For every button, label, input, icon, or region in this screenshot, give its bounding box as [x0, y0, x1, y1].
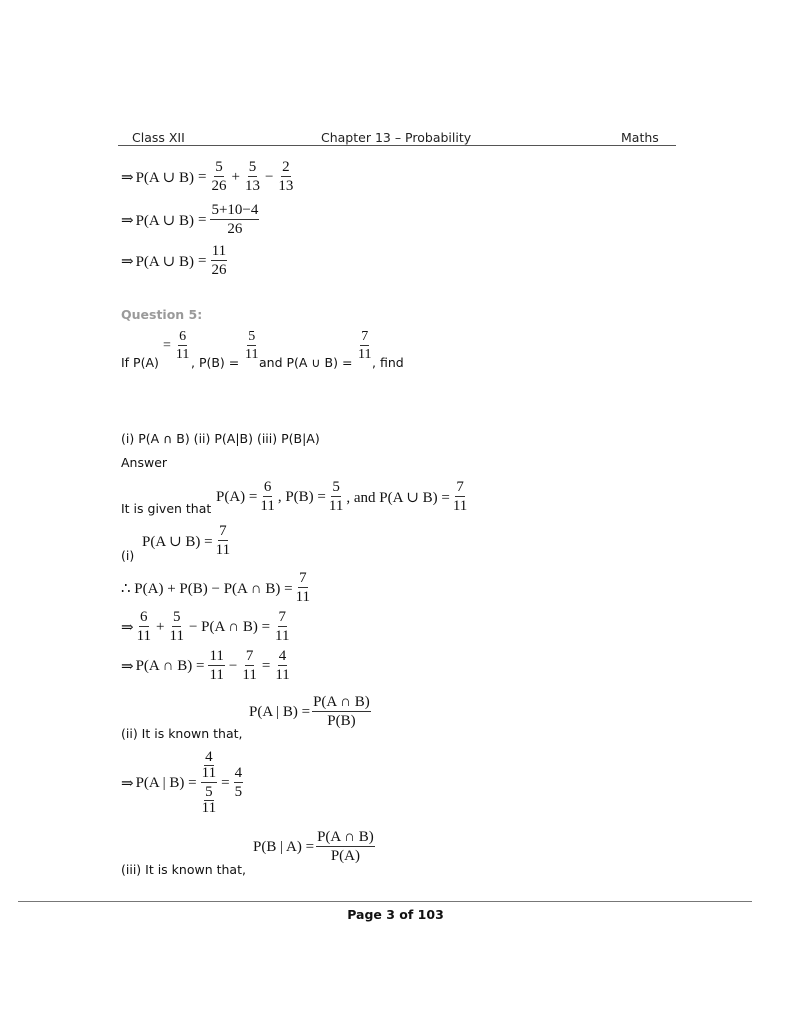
question-text-1: If P(A): [121, 355, 159, 370]
part-i-eq1: ∴ P(A) + P(B) − P(A ∩ B) = $\frac{7}{11}$: [121, 570, 311, 605]
header-divider: [118, 145, 676, 146]
fraction: $\frac{11}{26}$: [211, 243, 227, 278]
fraction: $\frac{5+10-4}{26}$: [211, 202, 259, 237]
part-ii-formula: P(A | B) = $\frac{P(A \cap B)}{P(B)}$: [249, 694, 370, 729]
header-subject: Maths: [621, 130, 659, 145]
question-pab-fraction: $\frac{7}{11}$: [358, 329, 372, 362]
equation-lhs: P(A ∪ B): [135, 169, 194, 186]
given-equation: P(A) = $\frac{6}{11}$ , P(B) = $\frac{5}{11}$ , and P(A ∪ B) = $\frac{7}{11}$: [216, 479, 468, 514]
question-parts: (i) P(A ∩ B) (ii) P(A|B) (iii) P(B|A): [121, 431, 320, 446]
prev-solution-line-2: ⇒ P(A ∪ B) = $\frac{5+10-4}{26}$: [121, 202, 259, 237]
prev-solution-line-1: ⇒ P(A ∪ B) = $\frac{5}{26}$ + $\frac{5}{13}$ − $\frac{2}{13}$: [121, 159, 294, 194]
equation-lhs: P(A ∪ B): [135, 212, 194, 229]
given-text: It is given that: [121, 501, 212, 516]
implies-symbol: ⇒: [121, 253, 134, 270]
prev-solution-line-3: ⇒ P(A ∪ B) = $\frac{11}{26}$: [121, 243, 227, 278]
fraction: $\frac{5}{26}$: [211, 159, 227, 194]
question-label: Question 5:: [121, 307, 203, 322]
question-text-3: and P(A ∪ B) =: [259, 355, 353, 370]
fraction: $\frac{5}{13}$: [244, 159, 260, 194]
footer-divider: [18, 901, 752, 902]
part-iii-formula: P(B | A) = $\frac{P(A \cap B)}{P(A)}$: [253, 829, 374, 864]
compound-fraction: 4 11 5 11: [201, 749, 217, 816]
implies-symbol: ⇒: [121, 169, 134, 186]
question-pb-fraction: $\frac{5}{11}$: [245, 329, 259, 362]
part-i-eq2: ⇒ $\frac{6}{11}$ + $\frac{5}{11}$ − P(A ∩ B) = $\frac{7}{11}$: [121, 609, 290, 644]
part-i-eq0: P(A ∪ B) = $\frac{7}{11}$: [142, 523, 231, 558]
part-ii-result: ⇒ P(A | B) = 4 11 5 11 = $\frac{4}{5}$: [121, 749, 243, 816]
question-pa-fraction: = $\frac{6}{11}$: [163, 329, 190, 362]
page-number: Page 3 of 103: [347, 907, 444, 922]
question-text-2: , P(B) =: [191, 355, 240, 370]
fraction: $\frac{2}{13}$: [278, 159, 294, 194]
part-i-eq3: ⇒ P(A ∩ B) = $\frac{11}{11}$ − $\frac{7}{11}$ = $\frac{4}{11}$: [121, 648, 290, 683]
implies-symbol: ⇒: [121, 212, 134, 229]
header-class: Class XII: [132, 130, 185, 145]
equation-lhs: P(A ∪ B): [135, 253, 194, 270]
part-ii-text: (ii) It is known that,: [121, 726, 243, 741]
part-i-label: (i): [121, 548, 135, 563]
part-iii-text: (iii) It is known that,: [121, 862, 246, 877]
answer-label: Answer: [121, 455, 168, 470]
question-text-4: , find: [372, 355, 404, 370]
header-chapter: Chapter 13 – Probability: [321, 130, 472, 145]
